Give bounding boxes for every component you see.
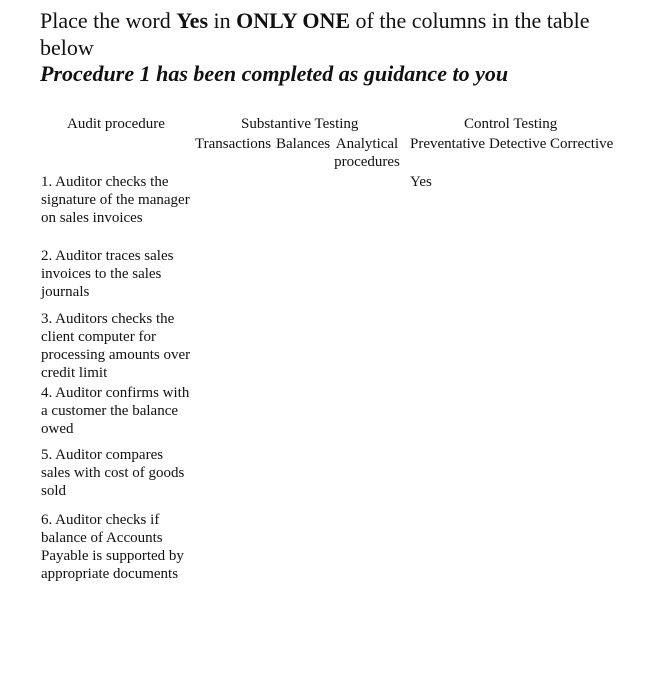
instruction-text <box>40 7 630 61</box>
guidance-text: Procedure 1 has been completed as guidance to you <box>40 61 509 86</box>
instruction-yes-word: Yes <box>176 8 209 33</box>
header-control-testing: Control Testing <box>464 116 558 132</box>
instruction-only-one: ONLY ONE <box>236 8 351 33</box>
subheader-corrective: Corrective <box>550 136 614 152</box>
procedure-1-preventative-answer: Yes <box>410 174 432 190</box>
subheader-analytical-procedures: Analytical procedures <box>334 136 400 170</box>
subheader-balances: Balances <box>276 136 331 152</box>
subheader-preventative: Preventative <box>410 136 485 152</box>
instruction-prefix: Place the word <box>40 8 177 33</box>
subheader-transactions: Transactions <box>195 136 272 152</box>
instruction-suffix: of the columns in the table below <box>40 8 590 60</box>
header-substantive-testing: Substantive Testing <box>241 116 359 132</box>
procedure-2: 2. Auditor traces sales invoices to the sales journals <box>41 248 174 300</box>
subheader-detective: Detective <box>489 136 547 152</box>
instruction-middle: in <box>208 8 237 33</box>
procedure-1: 1. Auditor checks the signature of the manager on sales invoices <box>41 174 190 226</box>
header-audit-procedure: Audit procedure <box>67 116 165 132</box>
procedure-3: 3. Auditors checks the client computer for processing amounts over credit limit <box>41 311 191 381</box>
procedure-4: 4. Auditor confirms with a customer the balance owed <box>41 385 190 437</box>
procedure-6: 6. Auditor checks if balance of Accounts Payable is supported by appropriate documents <box>41 512 184 582</box>
procedure-5: 5. Auditor compares sales with cost of goods sold <box>41 447 185 499</box>
